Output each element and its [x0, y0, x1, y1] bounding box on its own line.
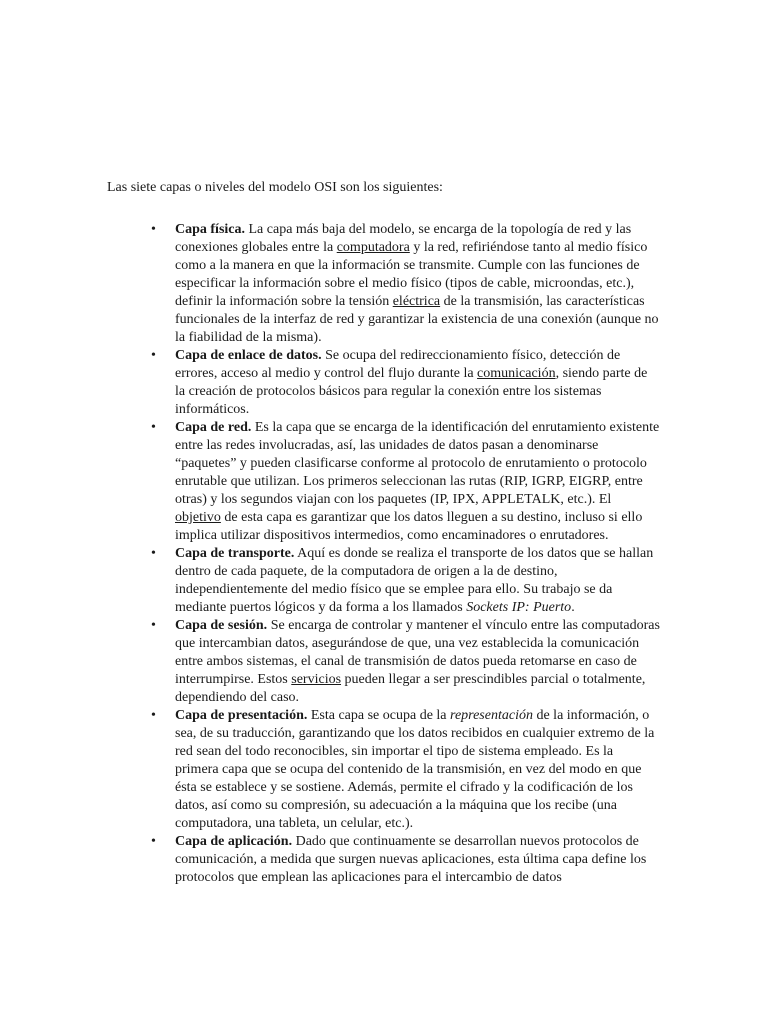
item-text: La capa más baja del modelo, se encarga de la topología de red y las conexiones globales entre la: [175, 222, 632, 255]
item-text: y la red, refiriéndose tanto al medio físico como a la manera en que la información se transmite. Cumple con las funciones de especificar la información sobre el medio físico (tipos de cable, microondas, etc.), definir la información sobre la tensión: [175, 240, 648, 309]
item-text: Esta capa se ocupa de la: [307, 708, 451, 723]
item-title: Capa física.: [175, 222, 245, 237]
bullet-icon: •: [151, 348, 156, 363]
list-item-capa-sesion: [151, 617, 660, 707]
item-text: de la transmisión, las características funcionales de la interfaz de red y garantizar la existencia de una conexión (aunque no la fiabilidad de la misma).: [175, 294, 659, 345]
item-title: Capa de sesión.: [175, 618, 268, 633]
item-text: Es la capa que se encarga de la identificación del enrutamiento existente entre las redes involucradas, así, las unidades de datos pasan a denominarse “paquetes” y pueden clasificarse conforme al protocolo de enrutamiento o protocolo enrutable que utilizan. Los primeros seleccionan las rutas (RIP, IGRP, EIGRP, entre otras) y los segundos viajan con los paquetes (IP, IPX, APPLETALK, etc.). El: [175, 420, 660, 507]
item-title: Capa de red.: [175, 420, 252, 435]
item-text: , siendo parte de la creación de protocolos básicos para regular la conexión entre los sistemas informáticos.: [175, 366, 648, 417]
osi-layers-list: [151, 221, 660, 887]
item-emphasis: Sockets IP: Puerto: [466, 600, 572, 615]
link-objetivo[interactable]: objetivo: [175, 510, 221, 525]
link-electrica[interactable]: eléctrica: [392, 294, 441, 309]
item-text: Se encarga de controlar y mantener el vínculo entre las computadoras que intercambian datos, asegurándose de que, una vez establecida la comunicación entre ambos sistemas, el canal de transmisión de datos pueda retomarse en caso de interrumpirse. Estos: [175, 618, 660, 687]
list-item-capa-aplicacion: [151, 833, 660, 887]
item-text: pueden llegar a ser prescindibles parcial o totalmente, dependiendo del caso.: [175, 672, 646, 705]
item-title: Capa de transporte.: [175, 546, 295, 561]
list-item-capa-fisica: [151, 221, 660, 347]
bullet-icon: •: [151, 546, 156, 561]
bullet-icon: •: [151, 618, 156, 633]
link-computadora[interactable]: computadora: [336, 240, 410, 255]
link-comunicacion[interactable]: comunicación: [477, 366, 556, 381]
bullet-icon: •: [151, 222, 156, 237]
item-text: Se ocupa del redireccionamiento físico, detección de errores, acceso al medio y control del flujo durante la: [175, 348, 621, 381]
bullet-icon: •: [151, 834, 156, 849]
intro-paragraph: Las siete capas o niveles del modelo OSI son los siguientes:: [107, 180, 443, 195]
item-title: Capa de presentación.: [175, 708, 308, 723]
bullet-icon: •: [151, 708, 156, 723]
item-title: Capa de aplicación.: [175, 834, 293, 849]
item-text: de esta capa es garantizar que los datos lleguen a su destino, incluso si ello implica utilizar dispositivos intermedios, como encaminadores o enrutadores.: [175, 510, 643, 543]
link-servicios[interactable]: servicios: [291, 672, 342, 687]
list-item-capa-red: [151, 419, 660, 545]
item-emphasis: representación: [450, 708, 533, 723]
item-text: de la información, o sea, de su traducción, garantizando que los datos recibidos en cualquier extremo de la red sean del todo reconocibles, sin importar el tipo de sistema empleado. Es la primera capa que se ocupa del contenido de la transmisión, en vez del modo en que ésta se establece y se sostiene. Además, permite el cifrado y la codificación de los datos, así como su compresión, su adecuación a la máquina que los recibe (una computadora, una tableta, un celular, etc.).: [175, 708, 655, 831]
item-text: Aquí es donde se realiza el transporte de los datos que se hallan dentro de cada paquete, de la computadora de origen a la de destino, independientemente del medio físico que se emplee para ello. Su trabajo se da mediante puertos lógicos y da forma a los llamados: [175, 546, 654, 615]
bullet-icon: •: [151, 420, 156, 435]
list-item-capa-enlace: [151, 347, 660, 419]
item-text: Dado que continuamente se desarrollan nuevos protocolos de comunicación, a medida que surgen nuevas aplicaciones, esta última capa define los protocolos que emplean las aplicaciones para el intercambio de datos: [175, 834, 647, 885]
list-item-capa-transporte: [151, 545, 660, 617]
item-title: Capa de enlace de datos.: [175, 348, 322, 363]
item-text: .: [571, 600, 575, 615]
list-item-capa-presentacion: [151, 707, 660, 833]
